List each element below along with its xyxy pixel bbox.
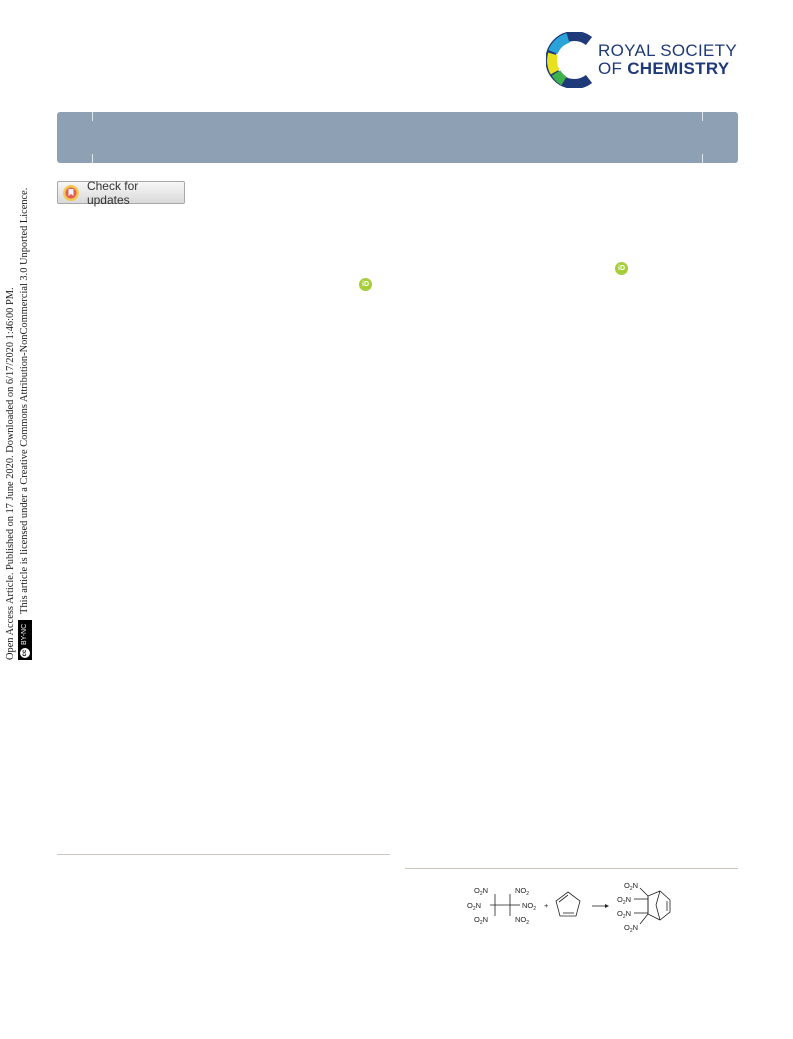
nitro-group-label: $O_2N$ (617, 895, 632, 906)
nitro-group-label: $NO_2$ (515, 886, 530, 897)
cc-license-type: BY-NC (21, 623, 28, 645)
access-statement: Open Access Article. Published on 17 June 2020. Downloaded on 6/17/2020 1:46:00 PM. (5, 287, 16, 660)
banner-tick (92, 112, 93, 121)
licence-statement: This article is licensed under a Creative Commons Attribution-NonCommercial 3.0 Unported Licence. (19, 187, 30, 614)
orcid-label: iD (362, 281, 369, 288)
cc-license-badge[interactable] (18, 620, 32, 660)
crossmark-icon (62, 184, 80, 202)
check-for-updates-button[interactable] (57, 178, 185, 207)
orcid-icon[interactable] (359, 278, 372, 291)
nitro-group-label: $NO_2$ (522, 901, 537, 912)
nitro-group-label: $O_2N$ (624, 881, 639, 892)
nitro-group-label: $O_2N$ (474, 886, 489, 897)
nitro-group-label: $O_2N$ (617, 909, 632, 920)
orcid-icon[interactable] (615, 262, 628, 275)
license-sidebar (4, 120, 40, 660)
check-for-updates-label: Check for updates (86, 178, 139, 207)
publisher-name-bold: CHEMISTRY (627, 59, 730, 78)
reaction-scheme (462, 878, 692, 940)
cyclopentadiene-structure (556, 892, 580, 916)
scheme-divider (405, 868, 738, 869)
publisher-logo[interactable] (546, 32, 742, 88)
banner-tick (702, 154, 703, 163)
licence-statement-row (18, 120, 32, 660)
reaction-arrow (592, 904, 609, 908)
creative-commons-icon: cc (22, 649, 28, 657)
banner-tick (92, 154, 93, 163)
plus-sign: + (544, 901, 549, 910)
footnote-divider (57, 854, 390, 855)
banner-tick (702, 112, 703, 121)
rsc-logo-mark-icon (546, 32, 602, 88)
product-structure (617, 881, 670, 934)
nitro-group-label: $O_2N$ (624, 923, 639, 934)
article-title-banner (57, 112, 738, 163)
nitro-group-label: $NO_2$ (515, 915, 530, 926)
orcid-label: iD (618, 265, 625, 272)
license-sidebar-text (4, 120, 32, 660)
publisher-name-line2 (598, 59, 729, 79)
hexanitroethane-structure (467, 886, 536, 926)
publisher-name-prefix: OF (598, 59, 628, 78)
publisher-name-line1: ROYAL SOCIETY (598, 41, 737, 60)
nitro-group-label: $O_2N$ (474, 915, 489, 926)
nitro-group-label: $O_2N$ (467, 901, 482, 912)
